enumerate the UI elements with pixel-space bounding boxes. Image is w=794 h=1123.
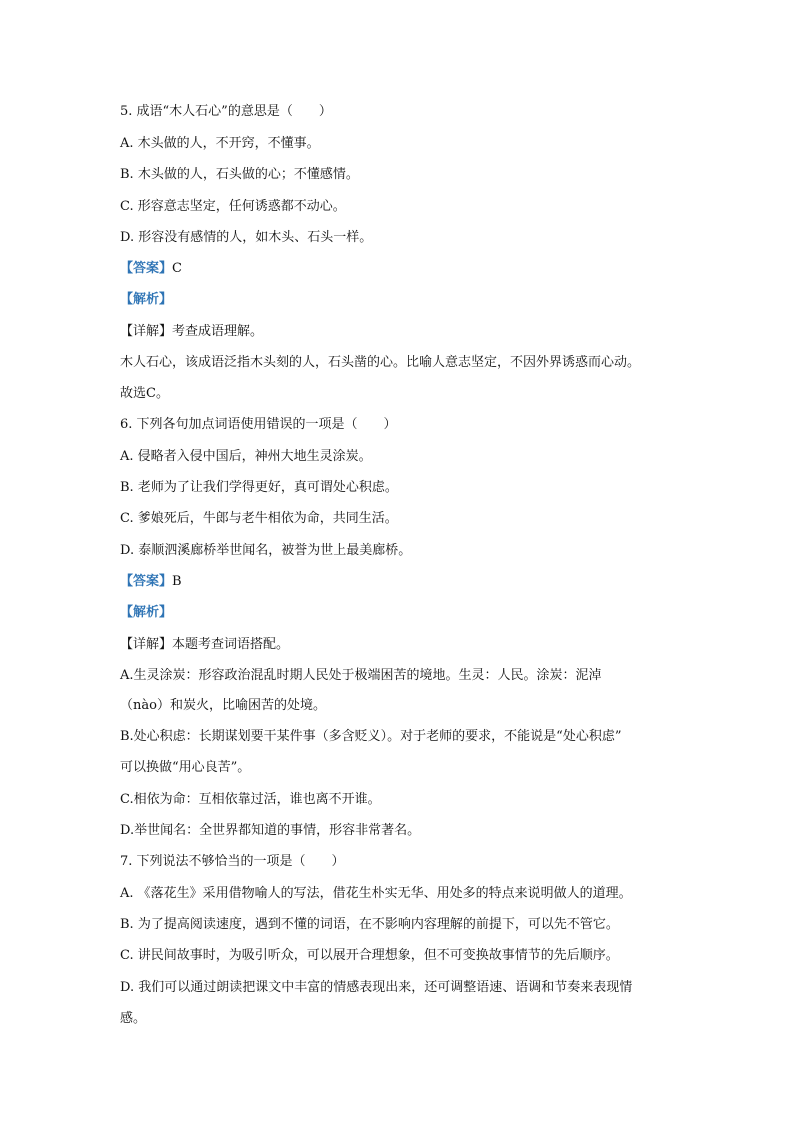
question-6-note-d: D.举世闻名：全世界都知道的事情，形容非常著名。 [120, 823, 421, 838]
question-6-answer-line [120, 573, 680, 591]
question-6-option-a: A. 侵略者入侵中国后，神州大地生灵涂炭。 [120, 449, 372, 464]
question-6-note-a1: A.生灵涂炭：形容政治混乱时期人民处于极端困苦的境地。生灵：人民。涂炭：泥淖 [120, 668, 602, 683]
answer-tag: 【答案】 [120, 261, 173, 276]
question-6-option-c: C. 爹娘死后，牛郎与老牛相依为命，共同生活。 [120, 511, 398, 526]
question-5-detail-line [120, 323, 680, 341]
question-5-analysis-tag [120, 291, 680, 309]
question-5-explanation: 木人石心，该成语泛指木头刻的人，石头凿的心。比喻人意志坚定，不因外界诱惑而心动。 [120, 355, 641, 370]
question-6-detail: 本题考查词语搭配。 [172, 637, 290, 652]
question-5-conclusion: 故选C。 [120, 386, 169, 401]
question-7-option-d: D. 我们可以通过朗读把课文中丰富的情感表现出来，还可调整语速、语调和节奏来表现情 [120, 980, 633, 995]
question-6-note-b1: B.处心积虑：长期谋划要干某件事（多含贬义）。对于老师的要求，不能说是“处心积虑” [120, 729, 622, 744]
question-7-option-a: A. 《落花生》采用借物喻人的写法，借花生朴实无华、用处多的特点来说明做人的道理。 [120, 886, 632, 901]
question-6-note-c: C.相依为命：互相依靠过活，谁也离不开谁。 [120, 792, 381, 807]
question-5-answer-line [120, 260, 680, 278]
question-5-answer: C [172, 261, 182, 276]
question-7-stem: 7. 下列说法不够恰当的一项是（ ） [120, 854, 345, 869]
question-6-stem: 6. 下列各句加点词语使用错误的一项是（ ） [120, 417, 397, 432]
question-7-option-d-cont: 感。 [120, 1011, 147, 1026]
question-6-note-a2: （nào）和炭火，比喻困苦的处境。 [120, 698, 326, 713]
question-5-option-d: D. 形容没有感情的人，如木头、石头一样。 [120, 230, 373, 245]
question-6-note-b2: 可以换做“用心良苦”。 [120, 760, 251, 775]
question-6-option-d: D. 泰顺泗溪廊桥举世闻名，被誉为世上最美廊桥。 [120, 543, 412, 558]
question-6-detail-line [120, 636, 680, 654]
analysis-tag: 【解析】 [120, 292, 173, 307]
question-7-option-b: B. 为了提高阅读速度，遇到不懂的词语，在不影响内容理解的前提下，可以先不管它。 [120, 917, 619, 932]
question-6-answer: B [172, 574, 182, 589]
analysis-tag: 【解析】 [120, 605, 173, 620]
question-5-stem: 5. 成语“木人石心”的意思是（ ） [120, 104, 332, 119]
question-5-option-a: A. 木头做的人，不开窍，不懂事。 [120, 136, 320, 151]
question-7-option-c: C. 讲民间故事时，为吸引听众，可以展开合理想象，但不可变换故事情节的先后顺序。 [120, 948, 619, 963]
question-6-option-b: B. 老师为了让我们学得更好，真可谓处心积虑。 [120, 480, 398, 495]
answer-tag: 【答案】 [120, 574, 173, 589]
detail-tag: 【详解】 [120, 324, 173, 339]
question-5-option-c: C. 形容意志坚定，任何诱惑都不动心。 [120, 199, 346, 214]
question-5-detail: 考查成语理解。 [172, 324, 264, 339]
detail-tag: 【详解】 [120, 637, 173, 652]
question-5-option-b: B. 木头做的人，石头做的心；不懂感情。 [120, 167, 359, 182]
question-6-analysis-tag [120, 604, 680, 622]
